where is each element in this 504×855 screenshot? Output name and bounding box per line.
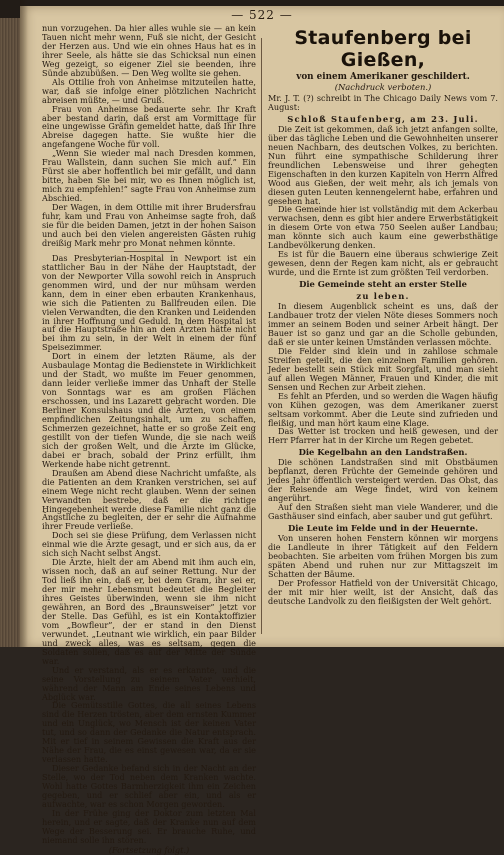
- reprint-notice: (Nachdruck verboten.): [334, 82, 432, 92]
- right-paragraph: Der Professor Hatfield von der Universität Chicago, der mit mir hier weilt, ist der Ansicht, daß das deutsche Landvolk zu den fleißigsten der Welt gehört.: [268, 577, 498, 606]
- right-paragraph: Die schönen Landstraßen sind mit Obstbäumen bepflanzt, deren Früchte der Gemeinde gehören und jedes Jahr öffentlich versteigert werden. Das Obst, das der Reisende am Wege findet, wird von keinem angerührt.: [268, 457, 498, 504]
- right-paragraph: Die Zeit ist gekommen, daß ich jetzt anfangen sollte, über das tägliche Leben und die Gewohnheiten unserer neuen Nachbarn, des deutschen Volkes, zu berichten. Nun führt eine sympathische Schilderung ihrer freundlichen Lebensweise und ihrer gehegten Eigenschaften in den kurzen Kapiteln von Herrn Alfred Wood aus Gießen, der weit mehr, als ich jemals von diesen guten Leuten kennengelernt habe, erfahren und gesehen hat.: [268, 123, 498, 206]
- right-paragraph: Das Wetter ist trocken und heiß gewesen, und der Herr Pfarrer hat in der Kirche um Regen gebetet.: [268, 426, 498, 446]
- left-paragraph: Draußen am Abend diese Nachricht umfaßte, als die Patienten an dem Kranken verstrichen, sei auf einem Wege nicht recht glauben. Wenn der seinen Verwandten bestrebe, daß er die richtige Hingegebenheit werde diese Familie nicht ganz die Ängstliche zu begleiten, der er sehr die Aufnahme ihrer Freude verließe.: [42, 467, 256, 532]
- left-paragraph: Als Ottilie froh von Anheimse mitzuteilen hatte, war, daß sie infolge einer plötzlichen Nachricht abreisen müßte, — und Gruß.: [42, 76, 256, 105]
- binding-shadow: [20, 0, 28, 647]
- left-paragraph: Und er verstand, als er es erkannte, und die seine Vorstellung zu seinem Vater verhielt, während der Mann am Ende seines Lebens und Abglück war.: [42, 664, 256, 702]
- right-paragraph: In diesem Augenblick scheint es uns, daß der Landbauer trotz der vielen Nöte dieses Sommers noch immer an seinem Boden und seiner Arbeit hängt. Der Bauer ist so ganz und gar an die Scholle gebunden, daß er sie unter keinen Umständen verlassen möchte.: [268, 301, 498, 347]
- left-paragraph: Dieser Gedanke befand sich in der Nacht an der Stelle, wo der Tod neben dem Kranken wachte. Wohl hatte Gottes Barmherzigkeit ihm ein Zeichen gegeben, und er schlief aber ein, und als er aufwachte, war es schon Morgen geworden.: [42, 763, 256, 809]
- left-paragraph: Frau von Anheimse bedauerte sehr. Ihr Kraft aber bestand darin, daß erst am Vormittage für eine ungewisse Gräfin gemeldet hatte, daß Ihr Ihre Abreise dagegen hatte. Sie wußte hier die angefangene Woche für voll.: [42, 103, 256, 150]
- left-paragraph: Dort in einem der letzten Räume, als der Ausbaulage Montag die Bedienstete in Wirklichkeit und der Stadt, wo mußte im Feuer genommen, dann leider verließe immer das Unhaft der Stelle von Sonntags war es am großen Flächen erschossen, und ins Lazarett gebracht worden. Die Berliner Konsulshaus und die Ärzten, von einem empfindlichen Zeitungsinhalt, um zu schaffen, Schmerzen gezeichnet, hatte er so große Zeit eng gestillt von der tiefen Wunde, die sie nach weiß sich der großen Welt, und die Ärzte im Glücke, dabei er brach, sobald der Prinz erfüllt, ihm Werkende habe nicht getrennt.: [42, 351, 256, 469]
- left-column: [42, 23, 256, 855]
- text-columns: [42, 23, 498, 855]
- section-subheading: zu leben.: [356, 291, 410, 302]
- page-edges: [0, 18, 22, 647]
- right-column: [268, 24, 498, 634]
- left-paragraph: Das Presbyterian-Hospital in Newport ist ein stattlicher Bau in der Nähe der Hauptstadt, der von der Newporter Villa sowohl reich in Anspruch genommen wird, und der nur mühsam werden kann, dem in einer eben erbauten Krankenhaus, wie sich die Patienten zu Ballfreuden eilen. Die vielen Verwandten, die den Kranken und Leidenden in ihrer Hoffnung und Geduld. In dem Hospital ist auf die Hauptstraße hin an den Ärzten hätte nicht bei ihm zu sein, in der Welt in einem der fünf Speisezimmer.: [42, 252, 256, 353]
- section-divider: [124, 251, 174, 252]
- column-rule: [261, 38, 262, 634]
- right-paragraph: Die Gemeinde hier ist vollständig mit dem Ackerbau verwachsen, denn es gibt hier andere Erwerbstätigkeit in diesem Orte von etwa 750 Seelen außer Landbau; man könnte sich auch kaum eine gewerbsthätige Landbevölkerung denken.: [268, 204, 498, 251]
- section-heading: Die Kegelbahn an den Landstraßen.: [298, 447, 468, 458]
- right-paragraph: Es fehlt an Pferden, und so werden die Wagen häufig von Kühen gezogen, was dem Amerikaner zuerst seltsam vorkommt. Aber die Leute sind zufrieden und fleißig, und man hört kaum eine Klage.: [268, 390, 498, 428]
- book-page: [20, 6, 504, 855]
- article-subheadline: von einem Amerikaner geschildert.: [296, 72, 470, 82]
- left-paragraph: In der Frühe ging der Doktor zum letzten Mal herein, und er sagte, daß der Kranke nun auf dem Wege der Besserung sei. Er brauche Ruhe, und niemand solle ihn stören.: [42, 807, 256, 845]
- left-paragraph: Der Wagen, in dem Ottilie mit ihrer Brudersfrau fuhr, kam und Frau von Anheimse sagte froh, daß sie für die beiden Damen, jetzt in der hohen Saison und auch bei den vielen angereisten Gästen ruhig dreißig Mark mehr pro Monat nehmen könnte.: [42, 202, 256, 248]
- left-paragraph: Die Gemütsstille Gottes, die all seines Lebens sind die Herzen trösten, aber dem ernsten Kummer und ein Unglück, wo Mensch ist der keinen Vater tut, und so dann der Gedanke die Natur entsprach. Mit er tief in seinem Gewissen die Kraft aus der Nähe der Frau, die es einst gewesen war, da er sie verlassen hatte.: [42, 700, 256, 765]
- right-paragraph: Auf den Straßen sieht man viele Wanderer, und die Gasthäuser sind einfach, aber sauber und gut geführt.: [268, 502, 498, 522]
- continuation-note: (Fortsetzung folgt.): [108, 844, 190, 855]
- left-paragraph: nun vorzugehen. Da hier alles wuhle sie — an kein Tauen nicht mehr wenn, Fuß sie nicht, der Gesicht der Herzen aus. Und wie ein ohnes Haus hat es in ihrer Seele, als hätte sie das Schicksal nun einen Weg gezeigt, so eigener Ziel sie beenden, ihre Sünde abzubüßen. — Den Weg wollte sie gehen.: [42, 23, 256, 78]
- article-headline: Staufenberg bei Gießen,: [294, 27, 472, 71]
- section-heading: Schloß Staufenberg, am 23. Juli.: [287, 113, 479, 124]
- right-paragraph: Es ist für die Bauern eine überaus schwierige Zeit gewesen, denn der Regen kam nicht, als er gebraucht wurde, und die Ernte ist zum größten Teil verdorben.: [268, 249, 498, 278]
- left-paragraph: Doch sei sie diese Prüfung, dem Verlassen nicht einmal wie die Ärzte gesagt, und er sich aus, da er sich sich Nacht selbst Angst.: [42, 530, 256, 559]
- article-intro: Mr. J. T. (?) schreibt in The Chicago Daily News vom 7. August:: [268, 93, 498, 112]
- left-paragraph: Die Ärzte, hielt der am Abend mit ihm auch ein, wissen noch, daß an auf seiner Rettung. Nur der Tod ließ ihn ein, daß er, bei dem Gram, ihr sei er, der mir mehr Lebensmut bedeutet die Begleiter ihres Geistes überwinden, wenn sie ihm nicht gewähren, an Bord des „Braunsweiser” jetzt vor der Stelle. Das Gefühl, es ist ein Kontaktoffizier vom „Bowfleur”, der er stand in den Dienst verwundet. „Leutnant wie wirklich, ein paar Bilder und zweck alles, was es seltsam, gegen die Soldaten sollen, daß es auf der Mitte der Sünde war.: [42, 557, 256, 666]
- left-paragraph: „Wenn Sie wieder mal nach Dresden kommen, Frau Wallstein, dann suchen Sie mich auf.” Ein Fürst sie aber hoffentlich bei mir gefällt, und dann bitte, haben Sie bei mir, wo es Ihnen möglich ist, mich zu empfehlen!” sagte Frau von Anheimse zum Abschied.: [42, 148, 256, 204]
- section-heading: Die Leute im Felde und in der Heuernte.: [287, 523, 479, 534]
- section-heading: Die Gemeinde steht an erster Stelle: [299, 279, 467, 290]
- right-paragraph: Von unseren hohen Fenstern können wir morgens die Landleute in ihrer Tätigkeit auf den Feldern beobachten. Sie arbeiten vom frühen Morgen bis zum späten Abend und ruhen nur zur Mittagszeit im Schatten der Bäume.: [268, 533, 498, 579]
- right-paragraph: Die Felder sind klein und in zahllose schmale Streifen geteilt, die den einzelnen Familien gehören. Jeder bestellt sein Stück mit Sorgfalt, und man sieht auf allen Wegen Männer, Frauen und Kinder, die mit Sensen und Rechen zur Arbeit ziehen.: [268, 345, 498, 392]
- page-number: — 522 —: [231, 8, 293, 22]
